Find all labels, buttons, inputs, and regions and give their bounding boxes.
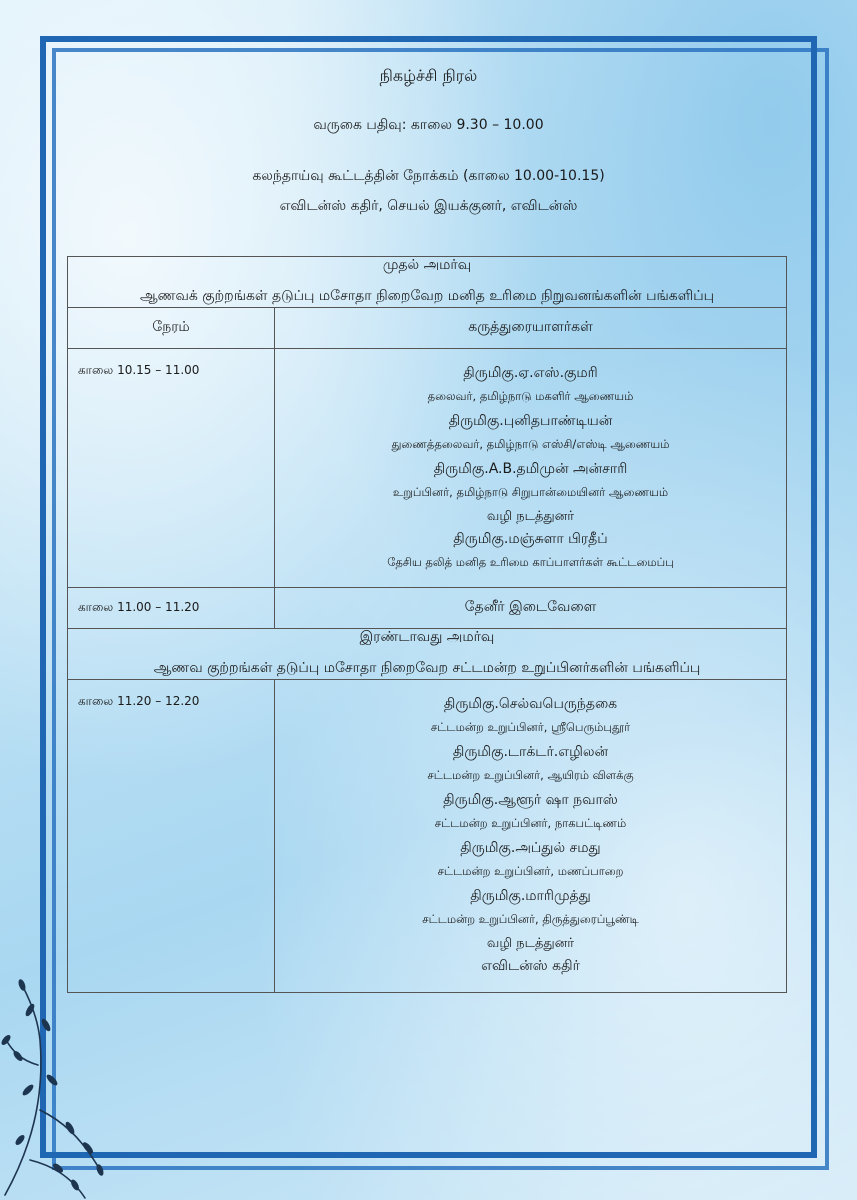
break-row [68, 588, 787, 629]
break-label: தேனீர் இடைவேளை [275, 588, 787, 629]
moderator-label: வழி நடத்துனர் [486, 936, 575, 951]
session1-topic: ஆணவக் குற்றங்கள் தடுப்பு மசோதா நிறைவேற மனித உரிமை நிறுவனங்களின் பங்களிப்பு [139, 288, 715, 304]
break-time: காலை 11.00 – 11.20 [68, 588, 275, 629]
speaker-role: தலைவர், தமிழ்நாடு மகளிர் ஆணையம் [427, 389, 634, 403]
speaker-role: துணைத்தலைவர், தமிழ்நாடு எஸ்சி/எஸ்டி ஆணையம் [391, 437, 670, 451]
schedule-table [67, 256, 787, 993]
moderator-name: திருமிகு.மஞ்சுளா பிரதீப் [453, 531, 608, 547]
speaker-name: திருமிகு.A.B.தமிமுன் அன்சாரி [433, 461, 628, 477]
session2-header [68, 629, 787, 680]
meeting-purpose: கலந்தாய்வு கூட்டத்தின் நோக்கம் (காலை 10.00-10.15) [252, 168, 605, 184]
col-speakers-header: கருத்துரையாளர்கள் [275, 308, 787, 349]
speaker-role: சட்டமன்ற உறுப்பினர், திருத்துரைப்பூண்டி [422, 912, 639, 926]
session1-header-row [68, 257, 787, 308]
table-row [68, 349, 787, 588]
speaker-name: திருமிகு.ஏ.எஸ்.குமரி [463, 365, 598, 381]
table-row [68, 680, 787, 993]
slot2-time: காலை 11.20 – 12.20 [68, 680, 275, 993]
speaker-role: சட்டமன்ற உறுப்பினர், ஸ்ரீபெரும்புதூர் [430, 720, 631, 734]
speaker-name: திருமிகு.புனிதபாண்டியன் [448, 413, 613, 429]
session1-header [68, 257, 787, 308]
moderator-label: வழி நடத்துனர் [486, 509, 575, 524]
purpose-speaker: எவிடன்ஸ் கதிர், செயல் இயக்குனர், எவிடன்ஸ் [279, 198, 578, 214]
column-header-row [68, 308, 787, 349]
slot2-speakers [275, 680, 787, 993]
decorative-vine-icon [0, 970, 150, 1200]
slot1-speakers [275, 349, 787, 588]
speaker-name: திருமிகு.டாக்டர்.எழிலன் [452, 744, 609, 760]
speaker-role: சட்டமன்ற உறுப்பினர், மணப்பாறை [437, 864, 624, 878]
speaker-name: திருமிகு.மாரிமுத்து [470, 888, 591, 904]
registration-time: வருகை பதிவு: காலை 9.30 – 10.00 [313, 117, 544, 133]
page-title: நிகழ்ச்சி நிரல் [379, 66, 478, 85]
session2-header-row [68, 629, 787, 680]
speaker-role: சட்டமன்ற உறுப்பினர், நாகபட்டிணம் [434, 816, 627, 830]
session1-name: முதல் அமர்வு [382, 257, 472, 273]
col-time-header: நேரம் [68, 308, 275, 349]
speaker-name: திருமிகு.அப்துல் சமது [460, 840, 601, 856]
moderator-role: தேசிய தலித் மனித உரிமை காப்பாளர்கள் கூட்டமைப்பு [387, 555, 674, 569]
slot1-time: காலை 10.15 – 11.00 [68, 349, 275, 588]
speaker-name: திருமிகு.ஆளூர் ஷா நவாஸ் [443, 792, 618, 808]
speaker-role: உறுப்பினர், தமிழ்நாடு சிறுபான்மையினர் ஆணையம் [392, 485, 669, 499]
session2-topic: ஆணவ குற்றங்கள் தடுப்பு மசோதா நிறைவேற சட்டமன்ற உறுப்பினர்களின் பங்களிப்பு [153, 660, 701, 676]
speaker-role: சட்டமன்ற உறுப்பினர், ஆயிரம் விளக்கு [427, 768, 634, 782]
session2-name: இரண்டாவது அமர்வு [359, 629, 495, 645]
moderator-name: எவிடன்ஸ் கதிர் [481, 958, 580, 974]
speaker-name: திருமிகு.செல்வபெருந்தகை [443, 696, 618, 712]
